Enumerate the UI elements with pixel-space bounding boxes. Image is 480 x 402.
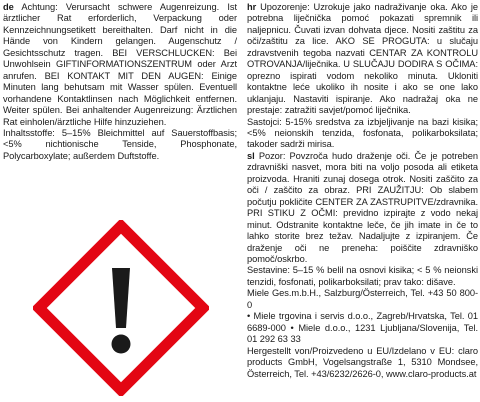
sl-ingredients: Sestavine: 5–15 % belil na osnovi kisika; < 5 % neionski tenzidi, fosfonati, polikarboksilati; prav tako: dišave. <box>247 265 478 287</box>
sl-warning-paragraph <box>247 151 478 266</box>
manufacturer-line-1: Miele Ges.m.b.H., Salzburg/Österreich, Tel. +43 50 800-0 <box>247 288 478 310</box>
hr-warning-paragraph <box>247 2 478 117</box>
hr-warning-text: Upozorenje: Uzrokuje jako nadraživanje oka. Ako je potrebna liječnička pomoć pokazati spremnik ili naljepnicu. Čuvati izvan dohvata djece. Nositi zaštitu za oči/zaštitu za lice. AKO SE PROGUTA: u slučaju zdravstvenih tegoba nazvati CENTAR ZA KONTROLU OTROVANJA/liječnika. U SLUČAJU DODIRA S OČIMA: oprezno ispirati vodom nekoliko minuta. Ukloniti kontaktne leće ukoliko ih nosite i ako se one lako uklanjaju. Nastaviti ispiranje. Ako nadražaj oka ne prestaje: zatražiti savjet/pomoć liječnika. <box>247 2 478 116</box>
ghs-exclamation-mark-icon <box>33 220 209 396</box>
de-warning-text: Achtung: Verursacht schwere Augenreizung. Ist ärztlicher Rat erforderlich, Verpackung oder Kennzeichnungsetikett bereithalten. Darf nicht in die Hände von Kindern gelangen. Augenschutz / Gesichtsschutz tragen. BEI VERSCHLUCKEN: Bei Unwohlsein GIFTINFORMATIONSZENTRUM oder Arzt anrufen. BEI KONTAKT MIT DEN AUGEN: Einige Minuten lang behutsam mit Wasser spülen. Eventuell vorhandene Kontaktlinsen nach Möglichkeit entfernen. Weiter spülen. Bei anhaltender Augenreizung: Ärztlichen Rat einholen/ärztliche Hilfe hinzuziehen. <box>3 2 237 127</box>
hr-ingredients: Sastojci: 5-15% sredstva za izbjeljivanje na bazi kisika; <5% neionskih tenzida, fosfonata, polikarboksilata; takoder sadrži mirisa. <box>247 116 478 150</box>
language-code-hr: hr <box>247 2 257 12</box>
croatian-slovenian-section <box>247 2 478 380</box>
manufacturer-line-2: • Miele trgovina i servis d.o.o., Zagreb/Hrvatska, Tel. 01 6689-000 • Miele d.o.o., 1231 Ljubljana/Slovenija, Tel. 01 292 63 33 <box>247 311 478 345</box>
manufacturer-line-3: Hergestellt von/Proizvedeno u EU/Izdelano v EU: claro products GmbH, Vogelsangstraße 1, 5310 Mondsee, Österreich, Tel. +43/6232/2626-0, www.claro-products.at <box>247 345 478 379</box>
language-code-de: de <box>3 2 14 12</box>
de-ingredients: Inhaltsstoffe: 5–15% Bleichmittel auf Sauerstoffbasis; <5% nichtionische Tenside, Phosphonate, Polycarboxylate; außerdem Duftstoffe. <box>3 127 237 161</box>
sl-warning-text: Pozor: Povzroča hudo draženje oči. Če je potreben zdravniški nasvet, mora biti na voljo posoda ali etiketa proizvoda. Hraniti zunaj dosega otrok. Nositi zaščito za oči / zaščito za obraz. PRI ZAUŽITJU: Ob slabem počutju pokličite CENTER ZA ZASTRUPITVE/zdravnika. PRI STIKU Z OČMI: previdno izpirajte z vodo nekaj minut. Odstranite kontaktne leče, če jih imate in če to lahko storite brez težav. Nadaljujte z izpiranjem. Če draženje oči ne preneha: poiščite zdravniško pomoč/oskrbo. <box>247 150 478 264</box>
de-warning-paragraph <box>3 2 237 128</box>
german-section <box>3 2 237 162</box>
language-code-sl: sl <box>247 150 255 161</box>
